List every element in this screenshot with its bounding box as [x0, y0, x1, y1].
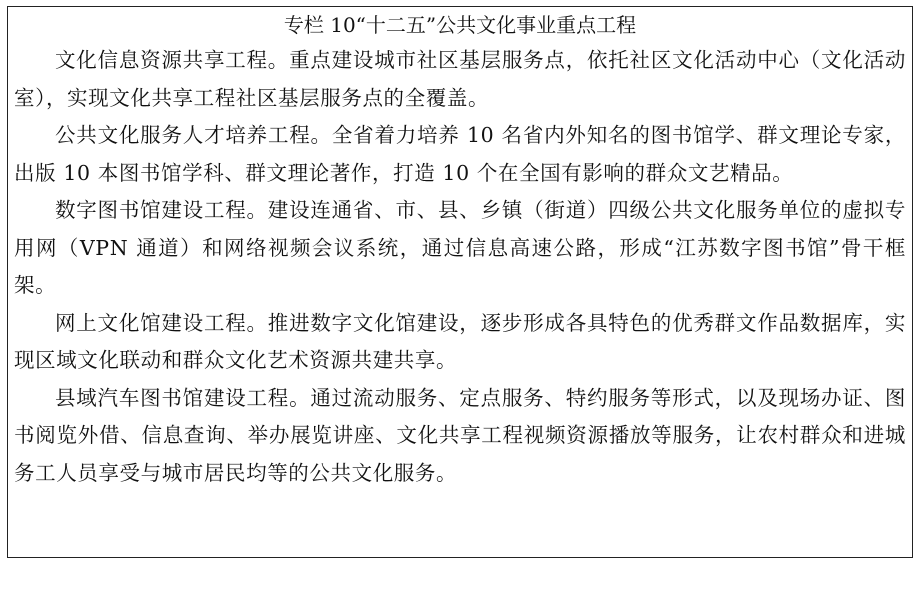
paragraph-digital-library: 数字图书馆建设工程。建设连通省、市、县、乡镇（街道）四级公共文化服务单位的虚拟专用网（VPN 通道）和网络视频会议系统，通过信息高速公路，形成“江苏数字图书馆”骨干框架。 [14, 198, 906, 297]
box-title: 专栏 10“十二五”公共文化事业重点工程 [283, 13, 637, 37]
paragraph-county-bookmobile: 县域汽车图书馆建设工程。通过流动服务、定点服务、特约服务等形式，以及现场办证、图书阅览外借、信息查询、举办展览讲座、文化共享工程视频资源播放等服务，让农村群众和进城务工人员享受与城市居民均等的公共文化服务。 [14, 385, 906, 485]
paragraph-talent-training: 公共文化服务人才培养工程。全省着力培养 10 名省内外知名的图书馆学、群文理论专家，出版 10 本图书馆学科、群文理论著作，打造 10 个在全国有影响的群众文艺精品。 [14, 123, 906, 185]
paragraph-online-cultural-center: 网上文化馆建设工程。推进数字文化馆建设，逐步形成各具特色的优秀群文作品数据库，实现区域文化联动和群众文化艺术资源共建共享。 [14, 310, 906, 372]
paragraph-cultural-info-sharing: 文化信息资源共享工程。重点建设城市社区基层服务点，依托社区文化活动中心（文化活动室），实现文化共享工程社区基层服务点的全覆盖。 [14, 48, 906, 110]
feature-box [7, 6, 913, 558]
